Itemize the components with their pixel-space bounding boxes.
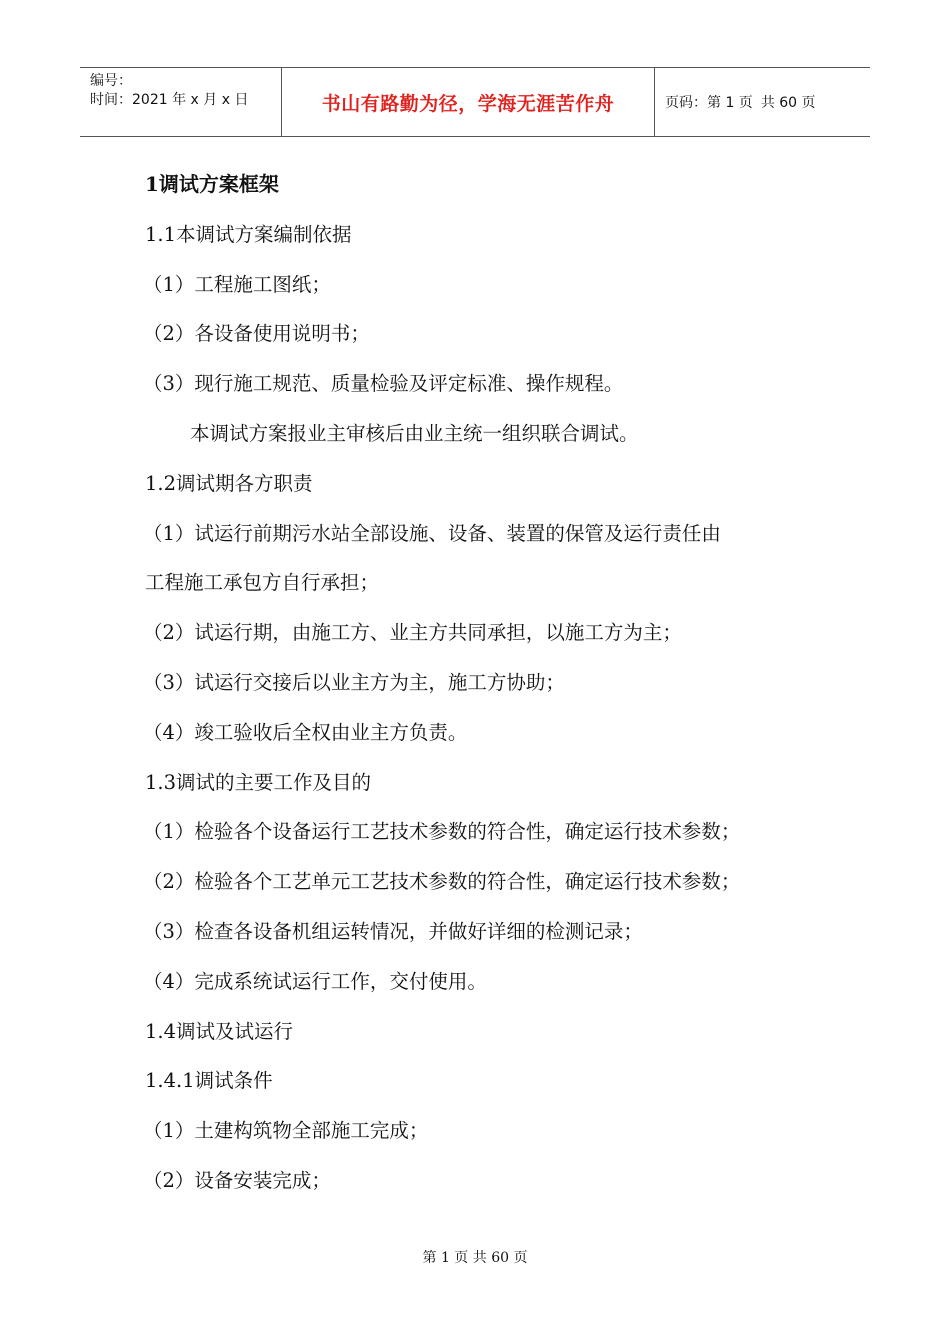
subsection-heading: 1.3调试的主要工作及目的 bbox=[145, 770, 372, 794]
list-item: （2）各设备使用说明书； bbox=[143, 322, 370, 346]
list-item-continuation: 工程施工承包方自行承担； bbox=[145, 571, 380, 595]
subsection-heading: 1.4调试及试运行 bbox=[145, 1019, 294, 1043]
header-page-total: 共 60 页 bbox=[760, 95, 816, 111]
list-item: （1）工程施工图纸； bbox=[143, 272, 331, 296]
header-left-cell bbox=[80, 68, 282, 136]
list-item: （2）检验各个工艺单元工艺技术参数的符合性，确定运行技术参数； bbox=[143, 870, 741, 894]
list-item: （3）现行施工规范、质量检验及评定标准、操作规程。 bbox=[143, 372, 624, 396]
subsection-heading: 1.2调试期各方职责 bbox=[145, 471, 313, 495]
document-body bbox=[145, 160, 825, 1206]
subsection-heading: 1.1本调试方案编制依据 bbox=[145, 222, 352, 246]
page-footer: 第 1 页 共 60 页 bbox=[422, 1250, 528, 1266]
header-motto-cell bbox=[282, 68, 655, 136]
list-item: （2）设备安装完成； bbox=[143, 1168, 331, 1192]
section-heading: 1调试方案框架 bbox=[145, 172, 279, 196]
list-item: （3）检查各设备机组运转情况，并做好详细的检测记录； bbox=[143, 919, 643, 943]
paragraph: 本调试方案报业主审核后由业主统一组织联合调试。 bbox=[190, 421, 639, 445]
list-item: （3）试运行交接后以业主方为主，施工方协助； bbox=[143, 670, 565, 694]
header-page-cell bbox=[655, 68, 870, 136]
subsubsection-heading: 1.4.1调试条件 bbox=[145, 1069, 273, 1093]
list-item: （2）试运行期，由施工方、业主方共同承担，以施工方为主； bbox=[143, 621, 682, 645]
page-header bbox=[80, 67, 870, 137]
header-page-number: 页码：第 1 页 bbox=[665, 95, 753, 111]
list-item: （1）试运行前期污水站全部设施、设备、装置的保管及运行责任由 bbox=[143, 521, 721, 545]
list-item: （1）检验各个设备运行工艺技术参数的符合性，确定运行技术参数； bbox=[143, 820, 741, 844]
list-item: （4）竣工验收后全权由业主方负责。 bbox=[143, 720, 468, 744]
document-date-label: 时间：2021 年 x 月 x 日 bbox=[90, 92, 249, 108]
document-number-label: 编号： bbox=[90, 73, 132, 89]
header-motto: 书山有路勤为径，学海无涯苦作舟 bbox=[321, 92, 615, 115]
list-item: （4）完成系统试运行工作，交付使用。 bbox=[143, 969, 487, 993]
list-item: （1）土建构筑物全部施工完成； bbox=[143, 1119, 429, 1143]
